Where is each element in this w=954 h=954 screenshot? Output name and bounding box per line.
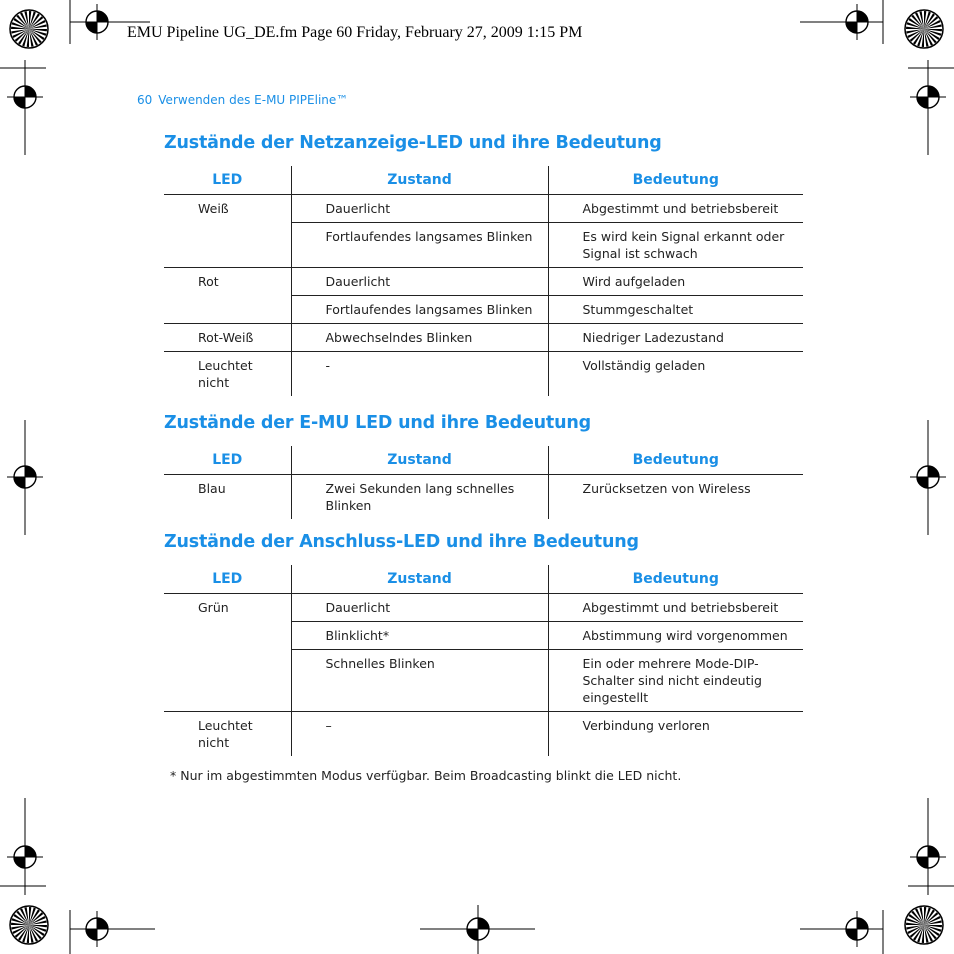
led-cell: Weiß	[164, 195, 291, 268]
page-number: 60	[137, 93, 153, 107]
state-cell: Schnelles Blinken	[291, 650, 548, 712]
state-cell: Dauerlicht	[291, 195, 548, 223]
meaning-cell: Stummgeschaltet	[548, 296, 803, 324]
meaning-cell: Es wird kein Signal erkannt oder Signal ist schwach	[548, 223, 803, 268]
section-title-emu-led: Zustände der E-MU LED und ihre Bedeutung	[164, 413, 591, 433]
state-cell: Fortlaufendes langsames Blinken	[291, 296, 548, 324]
column-header-meaning: Bedeutung	[548, 166, 803, 195]
state-cell: Zwei Sekunden lang schnelles Blinken	[291, 475, 548, 520]
led-cell: Leuchtet nicht	[198, 358, 253, 390]
footnote: * Nur im abgestimmten Modus verfügbar. Beim Broadcasting blinkt die LED nicht.	[170, 768, 682, 783]
led-cell: Rot	[164, 268, 291, 324]
power-led-table	[164, 166, 803, 396]
table-row	[164, 475, 803, 520]
connection-led-table	[164, 565, 803, 756]
meaning-cell: Ein oder mehrere Mode-DIP-Schalter sind nicht eindeutig eingestellt	[548, 650, 803, 712]
state-cell: –	[291, 712, 548, 757]
star-target-mark	[10, 906, 48, 944]
emu-led-table	[164, 446, 803, 519]
running-header-title: Verwenden des E-MU PIPEline™	[158, 93, 349, 107]
state-cell: Dauerlicht	[291, 594, 548, 622]
state-cell: Blinklicht*	[291, 622, 548, 650]
state-cell: Abwechselndes Blinken	[291, 324, 548, 352]
section-title-power-led: Zustände der Netzanzeige-LED und ihre Bedeutung	[164, 133, 662, 153]
star-target-mark	[905, 10, 943, 48]
column-header-state: Zustand	[291, 446, 548, 475]
meaning-cell: Abstimmung wird vorgenommen	[548, 622, 803, 650]
led-cell: Grün	[164, 594, 291, 712]
running-header	[137, 93, 348, 107]
star-target-mark	[905, 906, 943, 944]
print-slug: EMU Pipeline UG_DE.fm Page 60 Friday, February 27, 2009 1:15 PM	[127, 24, 583, 41]
led-cell: Blau	[198, 481, 226, 496]
column-header-meaning: Bedeutung	[548, 565, 803, 594]
star-target-mark	[10, 10, 48, 48]
meaning-cell: Abgestimmt und betriebsbereit	[548, 594, 803, 622]
state-cell: Fortlaufendes langsames Blinken	[291, 223, 548, 268]
meaning-cell: Abgestimmt und betriebsbereit	[548, 195, 803, 223]
column-header-state: Zustand	[291, 565, 548, 594]
state-cell: Dauerlicht	[291, 268, 548, 296]
table-row	[164, 195, 803, 223]
led-cell: Leuchtet nicht	[198, 718, 253, 750]
table-row	[164, 268, 803, 296]
table-row	[164, 594, 803, 622]
table-row	[164, 712, 803, 757]
column-header-led: LED	[164, 166, 291, 195]
meaning-cell: Wird aufgeladen	[548, 268, 803, 296]
state-cell: -	[291, 352, 548, 397]
column-header-meaning: Bedeutung	[548, 446, 803, 475]
table-row	[164, 352, 803, 397]
section-title-connection-led: Zustände der Anschluss-LED und ihre Bedeutung	[164, 532, 639, 552]
meaning-cell: Vollständig geladen	[548, 352, 803, 397]
meaning-cell: Verbindung verloren	[548, 712, 803, 757]
led-cell: Rot-Weiß	[164, 324, 291, 352]
table-row	[164, 324, 803, 352]
meaning-cell: Zurücksetzen von Wireless	[548, 475, 803, 520]
column-header-led: LED	[164, 565, 291, 594]
meaning-cell: Niedriger Ladezustand	[548, 324, 803, 352]
column-header-state: Zustand	[291, 166, 548, 195]
column-header-led: LED	[164, 446, 291, 475]
